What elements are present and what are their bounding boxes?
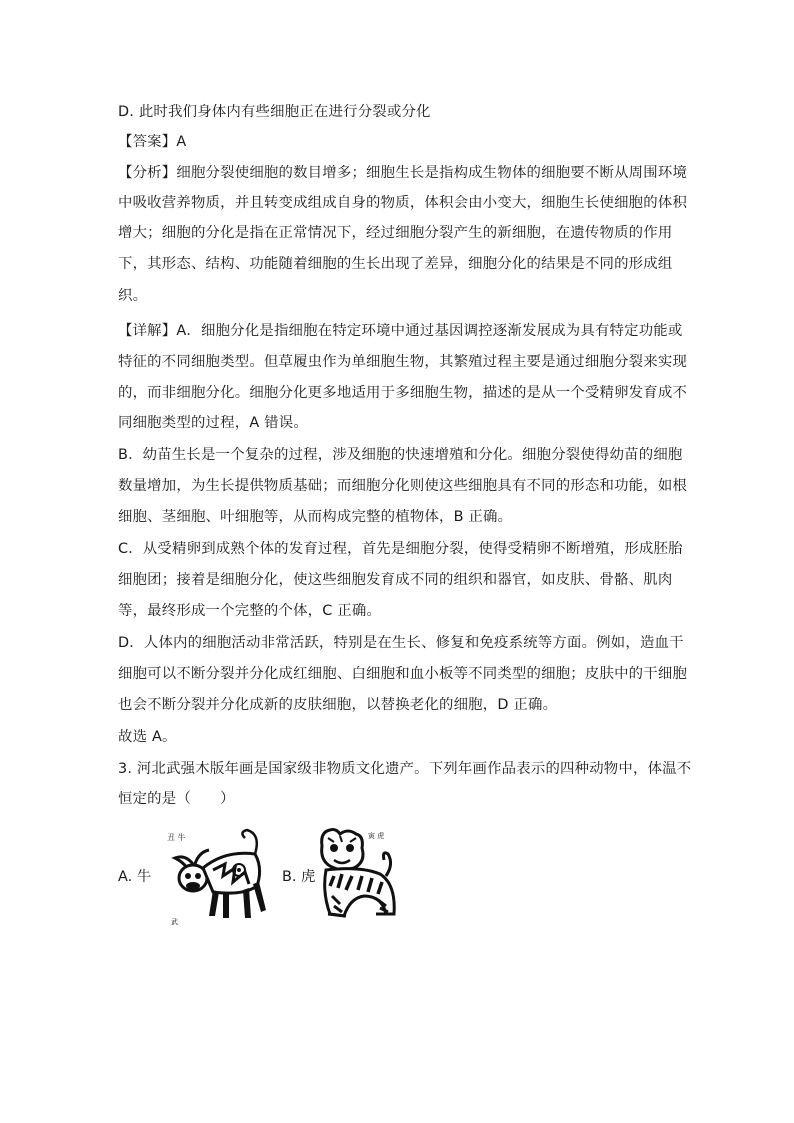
detail-b-line-2: 数量增加，为生长提供物质基础；而细胞分化则使这些细胞具有不同的形态和功能，如根	[118, 478, 688, 494]
detail-c-line-2: 细胞团；接着是细胞分化，使这些细胞发育成不同的组织和器官，如皮肤、骨骼、肌肉	[118, 572, 673, 588]
question-3-line-2: 恒定的是（ ）	[118, 791, 235, 807]
detail-c-line-1: C．从受精卵到成熟个体的发育过程，首先是细胞分裂，使得受精卵不断增殖，形成胚胎	[118, 541, 683, 557]
conclusion-line: 故选 A。	[118, 729, 177, 745]
analysis-line-4: 下，其形态、结构、功能随着细胞的生长出现了差异，细胞分化的结果是不同的形成组	[118, 256, 673, 272]
tiger-stamp-text: 寅 虎	[368, 832, 385, 840]
tiger-image	[316, 824, 396, 924]
tiger-icon	[316, 824, 396, 924]
detail-line-4: 同细胞类型的过程，A 错误。	[118, 415, 308, 431]
ox-stamp-text: 丑 牛	[167, 833, 186, 842]
answer-line: 【答案】A	[118, 134, 187, 150]
detail-d-line-2: 细胞可以不断分裂并分化成红细胞、白细胞和血小板等不同类型的细胞；皮肤中的干细胞	[118, 666, 688, 682]
option-d-text: D. 此时我们身体内有些细胞正在进行分裂或分化	[118, 104, 431, 120]
ox-icon	[165, 824, 267, 930]
analysis-line-3: 增大；细胞的分化是指在正常情况下，经过细胞分裂产生的新细胞，在遗传物质的作用	[118, 225, 673, 241]
detail-d-line-1: D．人体内的细胞活动非常活跃，特别是在生长、修复和免疫系统等方面。例如，造血干	[118, 635, 684, 651]
detail-c-line-3: 等，最终形成一个完整的个体，C 正确。	[118, 603, 382, 619]
option-b-label: B. 虎	[282, 869, 316, 885]
detail-line-1: 【详解】A．细胞分化是指细胞在特定环境中通过基因调控逐渐发展成为具有特定功能或	[118, 323, 683, 339]
question-3-line-1: 3. 河北武强木版年画是国家级非物质文化遗产。下列年画作品表示的四种动物中，体温不	[118, 761, 692, 777]
svg-text:武: 武	[171, 918, 178, 926]
detail-b-line-1: B．幼苗生长是一个复杂的过程，涉及细胞的快速增殖和分化。细胞分裂使得幼苗的细胞	[118, 447, 683, 463]
analysis-line-1: 【分析】细胞分裂使细胞的数目增多；细胞生长是指构成生物体的细胞要不断从周围环境	[118, 165, 688, 181]
detail-b-line-3: 细胞、茎细胞、叶细胞等，从而构成完整的植物体，B 正确。	[118, 509, 513, 525]
detail-line-3: 的，而非细胞分化。细胞分化更多地适用于多细胞生物，描述的是从一个受精卵发育成不	[118, 385, 688, 401]
analysis-line-2: 中吸收营养物质，并且转变成组成自身的物质，体积会由小变大，细胞生长使细胞的体积	[118, 195, 688, 211]
detail-d-line-3: 也会不断分裂并分化成新的皮肤细胞，以替换老化的细胞，D 正确。	[118, 697, 558, 713]
detail-line-2: 特征的不同细胞类型。但草履虫作为单细胞生物，其繁殖过程主要是通过细胞分裂来实现	[118, 354, 688, 370]
analysis-line-5: 织。	[118, 288, 148, 304]
ox-image	[165, 824, 267, 930]
option-a-label: A. 牛	[118, 869, 152, 885]
